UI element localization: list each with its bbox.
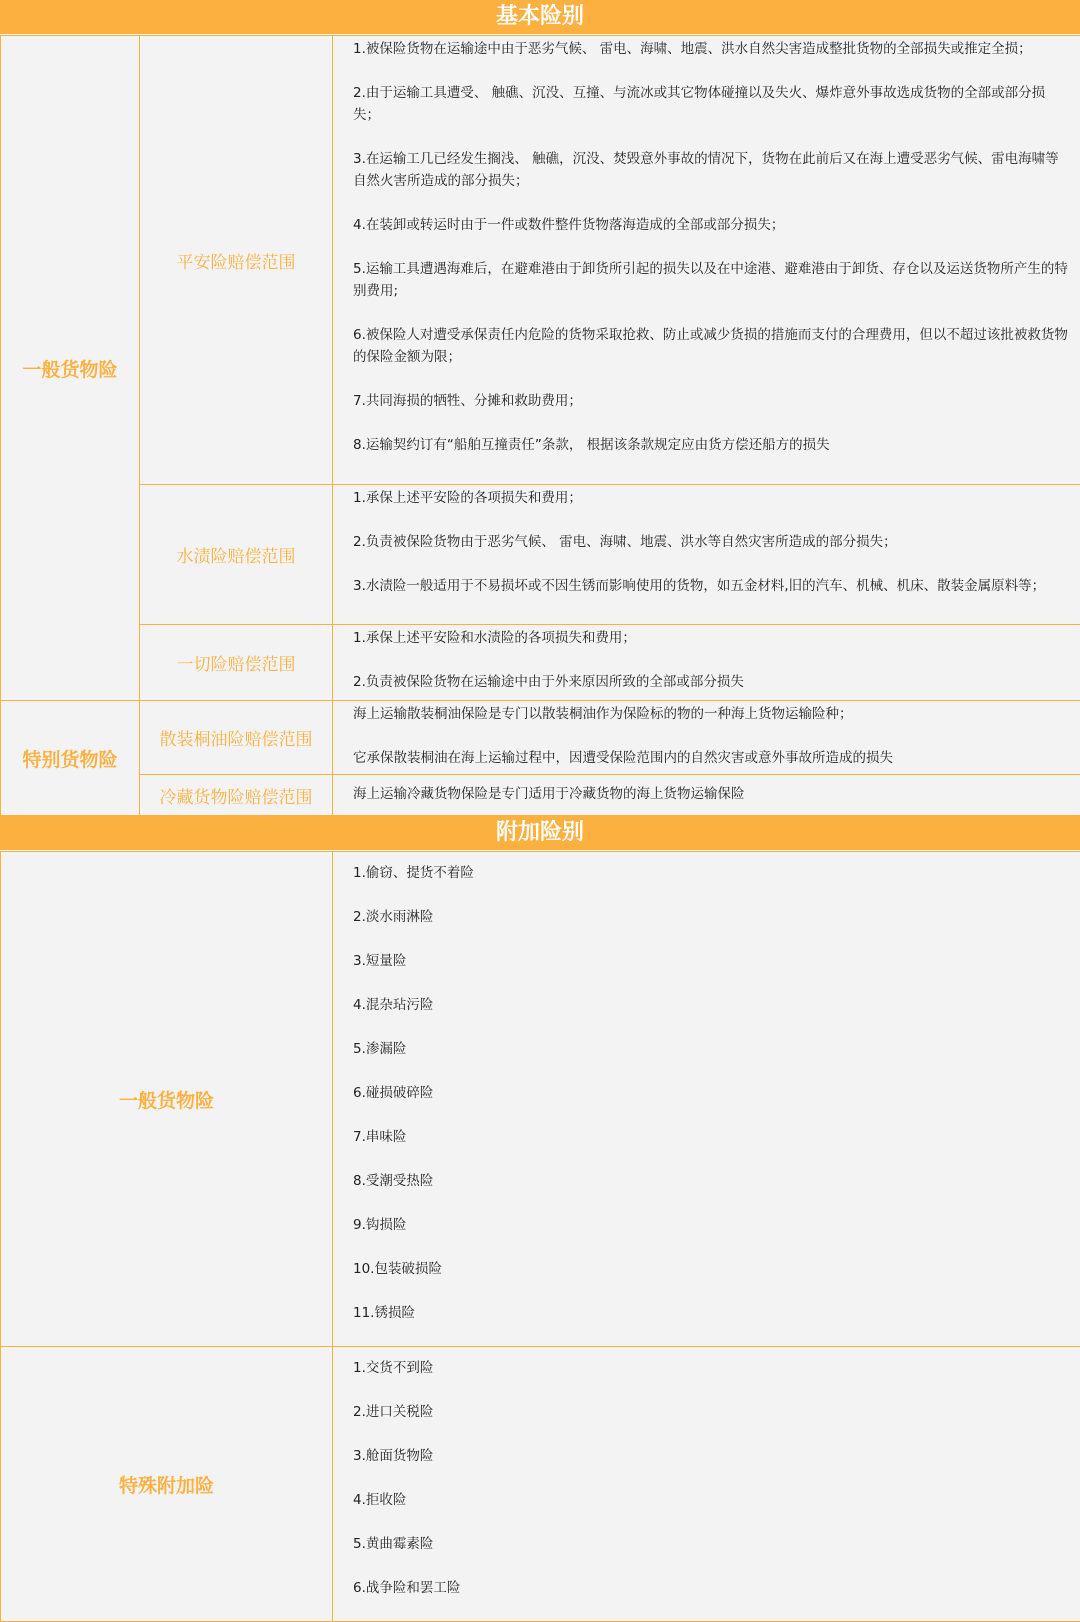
- tongyou-content: [333, 701, 1080, 775]
- basic-coverage-table: [0, 35, 1080, 816]
- additional-section-header: 附加险别: [0, 816, 1080, 851]
- list-item: 8.受潮受热险: [353, 1170, 1068, 1214]
- list-item: 6.战争险和罢工险: [353, 1577, 1068, 1621]
- list-item: 5.渗漏险: [353, 1038, 1068, 1082]
- list-item: 11.锈损险: [353, 1302, 1068, 1346]
- list-item: 海上运输散装桐油保险是专门以散装桐油作为保险标的物的一种海上货物运输险种；: [353, 703, 1068, 725]
- table-row: [1, 775, 1080, 816]
- list-item: 3.舱面货物险: [353, 1445, 1068, 1489]
- list-item: 2.由于运输工具遭受、 触礁、沉没、互撞、与流冰或其它物体碰撞以及失火、爆炸意外事故选成货物的全部或部分损失；: [353, 82, 1068, 126]
- list-item: 1.偷窃、提货不着险: [353, 862, 1068, 906]
- list-item: 7.串味险: [353, 1126, 1068, 1170]
- subcategory-pingan: 平安险赔偿范围: [140, 36, 333, 485]
- list-item: 1.承保上述平安险的各项损失和费用；: [353, 487, 1068, 509]
- list-item: 6.碰损破碎险: [353, 1082, 1068, 1126]
- list-item: 8.运输契约订有“船舶互撞责任”条款， 根据该条款规定应由货方偿还船方的损失: [353, 434, 1068, 456]
- table-row: [1, 625, 1080, 701]
- list-item: 7.共同海损的牺牲、分摊和救助费用；: [353, 390, 1068, 412]
- list-item: 2.负责被保险货物在运输途中由于外来原因所致的全部或部分损失: [353, 671, 1068, 693]
- list-item: 9.钩损险: [353, 1214, 1068, 1258]
- subcategory-yiqie: 一切险赔偿范围: [140, 625, 333, 701]
- table-row: [1, 701, 1080, 775]
- list-item: 6.被保险人对遭受承保责任内危险的货物采取抢救、防止或减少货损的措施而支付的合理费用，但以不超过该批被救货物的保险金额为限；: [353, 324, 1068, 368]
- basic-section-header: 基本险别: [0, 0, 1080, 35]
- additional-special-list: [333, 1347, 1080, 1622]
- table-row: [1, 852, 1080, 1347]
- shuizi-content: [333, 485, 1080, 625]
- list-item: 10.包装破损险: [353, 1258, 1068, 1302]
- additional-category-special: 特殊附加险: [1, 1347, 333, 1622]
- list-item: 5.运输工具遭遇海难后，在避难港由于卸货所引起的损失以及在中途港、避难港由于卸货、存仓以及运送货物所产生的特别费用;: [353, 258, 1068, 302]
- table-row: [1, 485, 1080, 625]
- list-item: 2.淡水雨淋险: [353, 906, 1068, 950]
- list-item: 2.负责被保险货物由于恶劣气候、 雷电、海啸、地震、洪水等自然灾害所造成的部分损失；: [353, 531, 1068, 553]
- list-item: 海上运输冷藏货物保险是专门适用于冷藏货物的海上货物运输保险: [353, 783, 1068, 805]
- list-item: 1.承保上述平安险和水渍险的各项损失和费用；: [353, 627, 1068, 649]
- list-item: 4.混杂玷污险: [353, 994, 1068, 1038]
- list-item: 3.短量险: [353, 950, 1068, 994]
- lengcang-content: [333, 775, 1080, 816]
- additional-general-list: [333, 852, 1080, 1347]
- list-item: 它承保散装桐油在海上运输过程中，因遭受保险范围内的自然灾害或意外事故所造成的损失: [353, 747, 1068, 769]
- subcategory-tongyou: 散装桐油险赔偿范围: [140, 701, 333, 775]
- additional-coverage-table: [0, 851, 1080, 1622]
- list-item: 4.拒收险: [353, 1489, 1068, 1533]
- list-item: 3.在运输工几已经发生搁浅、 触礁，沉没、焚毁意外事故的情况下，货物在此前后又在海上遭受恶劣气候、雷电海啸等自然火害所造成的部分损失；: [353, 148, 1068, 192]
- list-item: 4.在装卸或转运时由于一件或数件整件货物落海造成的全部或部分损失；: [353, 214, 1068, 236]
- category-special-cargo: 特别货物险: [1, 701, 140, 816]
- yiqie-content: [333, 625, 1080, 701]
- list-item: 1.被保险货物在运输途中由于恶劣气候、 雷电、海啸、地震、洪水自然尖害造成整批货物的全部损失或推定全损；: [353, 38, 1068, 60]
- table-row: [1, 36, 1080, 485]
- list-item: 5.黄曲霉素险: [353, 1533, 1068, 1577]
- list-item: 2.进口关税险: [353, 1401, 1068, 1445]
- subcategory-lengcang: 冷藏货物险赔偿范围: [140, 775, 333, 816]
- additional-category-general: 一般货物险: [1, 852, 333, 1347]
- category-general-cargo: 一般货物险: [1, 36, 140, 701]
- pingan-content: [333, 36, 1080, 485]
- list-item: 1.交货不到险: [353, 1357, 1068, 1401]
- table-row: [1, 1347, 1080, 1622]
- list-item: 3.水渍险一般适用于不易损坏或不因生锈而影响使用的货物，如五金材料,旧的汽车、机械、机床、散装金属原料等；: [353, 575, 1068, 597]
- subcategory-shuizi: 水渍险赔偿范围: [140, 485, 333, 625]
